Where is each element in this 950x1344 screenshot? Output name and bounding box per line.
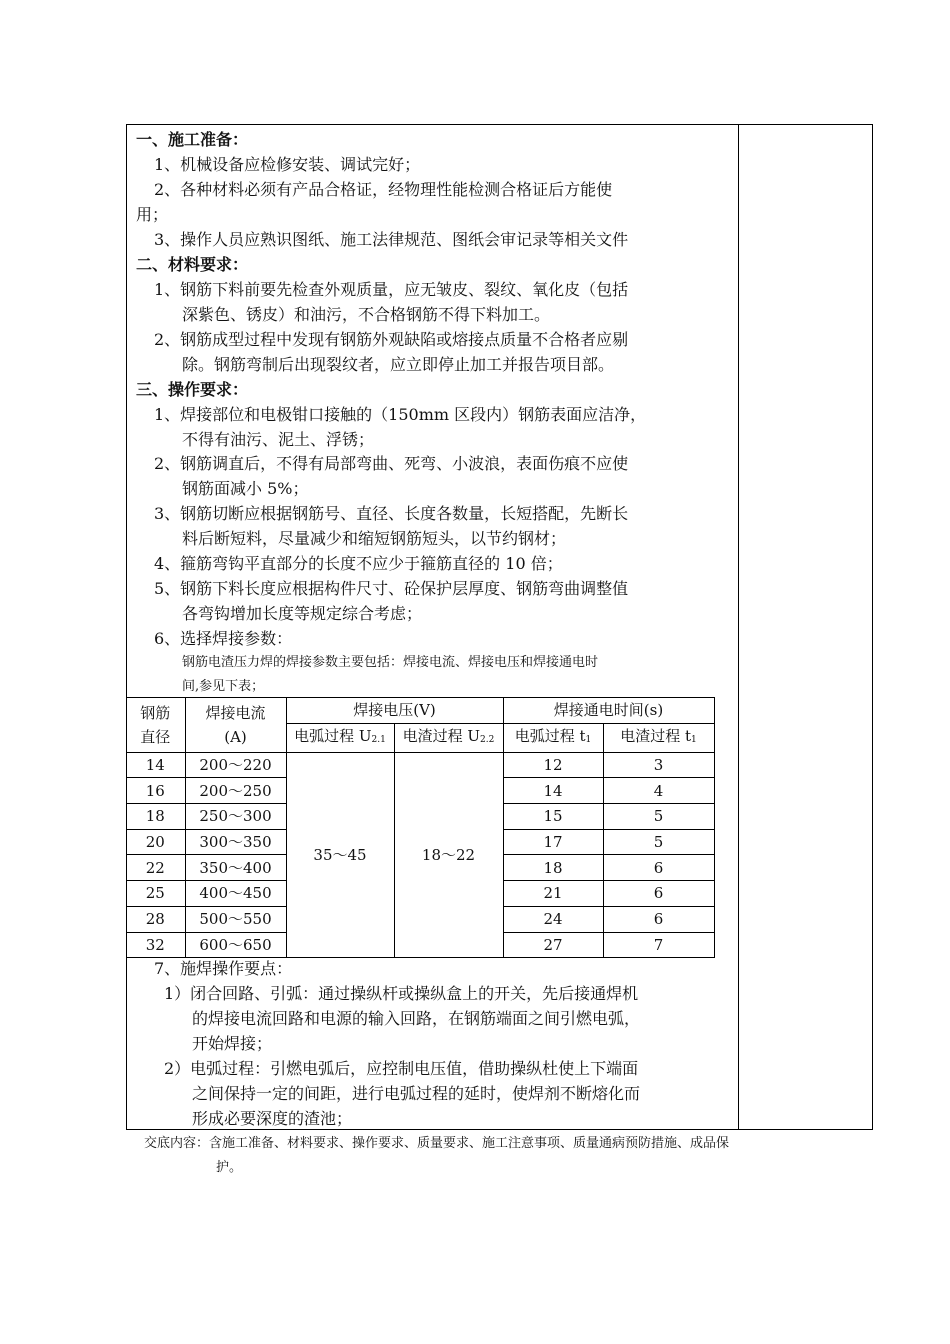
material-item-2: 2、钢筋成型过程中发现有钢筋外观缺陷或熔接点质量不合格者应剔: [154, 330, 629, 349]
operation-item-2: 2、钢筋调直后，不得有局部弯曲、死弯、小波浪，表面伤痕不应使: [154, 454, 629, 473]
operation-item-7: 7、施焊操作要点：: [154, 959, 293, 978]
table-row: 14 200～220 35～45 18～22 12 3: [126, 752, 714, 778]
material-item-2-cont: 除。钢筋弯制后出现裂纹者，应立即停止加工并报告项目部。: [182, 355, 615, 374]
operation-item-5-cont: 各弯钩增加长度等规定综合考虑；: [182, 604, 423, 623]
table-row: 28 500～550 24 6: [126, 906, 714, 932]
welding-step-1: 1）闭合回路、引弧：通过操纵杆或操纵盒上的开关，先后接通焊机: [164, 984, 639, 1003]
welding-parameter-table: [126, 697, 715, 958]
column-divider: [738, 124, 739, 1130]
prep-item-2: 2、各种材料必须有产品合格证，经物理性能检测合格证后方能使: [154, 180, 613, 199]
table-row: 16 200～250 14 4: [126, 778, 714, 804]
header-current: 焊接电流 (A): [185, 698, 286, 753]
table-row: 20 300～350 17 5: [126, 829, 714, 855]
welding-step-1-cont2: 开始焊接；: [192, 1034, 273, 1053]
operation-item-4: 4、箍筋弯钩平直部分的长度不应少于箍筋直径的 10 倍；: [154, 554, 563, 573]
operation-item-6-desc-cont: 间,参见下表；: [182, 679, 265, 694]
header-slag-time: 电渣过程 $t_1$: [603, 723, 714, 752]
header-arc-time: 电弧过程 $t_1$: [503, 723, 603, 752]
table-row: 32 600～650 27 7: [126, 932, 714, 958]
operation-item-1: 1、焊接部位和电极钳口接触的（150mm 区段内）钢筋表面应洁净，: [154, 405, 647, 424]
table-row: 22 350～400 18 6: [126, 855, 714, 881]
material-item-1-cont: 深紫色、锈皮）和油污，不合格钢筋不得下料加工。: [182, 305, 551, 324]
operation-item-2-cont: 钢筋面减小 5%；: [182, 479, 309, 498]
section-material-title: 二、材料要求：: [136, 255, 249, 274]
footnote: 交底内容：含施工准备、材料要求、操作要求、质量要求、施工注意事项、质量通病预防措施、成品保: [144, 1136, 730, 1151]
header-diameter: 钢筋 直径: [126, 698, 185, 753]
prep-item-1: 1、机械设备应检修安装、调试完好；: [154, 155, 421, 174]
table-row: 25 400～450 21 6: [126, 881, 714, 907]
prep-item-3: 3、操作人员应熟识图纸、施工法律规范、图纸会审记录等相关文件: [154, 230, 629, 249]
prep-item-2-cont: 用；: [136, 205, 169, 224]
welding-step-1-cont: 的焊接电流回路和电源的输入回路，在钢筋端面之间引燃电弧，: [192, 1009, 641, 1028]
welding-step-2-cont: 之间保持一定的间距，进行电弧过程的延时，使焊剂不断熔化而: [192, 1084, 641, 1103]
header-time: 焊接通电时间(s): [503, 698, 714, 724]
operation-item-6: 6、选择焊接参数：: [154, 629, 293, 648]
slag-voltage-value: 18～22: [394, 752, 503, 958]
material-item-1: 1、钢筋下料前要先检查外观质量，应无皱皮、裂纹、氧化皮（包括: [154, 280, 629, 299]
section-operation-title: 三、操作要求：: [136, 380, 249, 399]
operation-item-6-desc: 钢筋电渣压力焊的焊接参数主要包括：焊接电流、焊接电压和焊接通电时: [182, 655, 599, 670]
welding-step-2-cont2: 形成必要深度的渣池；: [192, 1109, 353, 1128]
section-prep-title: 一、施工准备：: [136, 130, 249, 149]
operation-item-1-cont: 不得有油污、泥土、浮锈；: [182, 430, 375, 449]
header-arc-voltage: 电弧过程 $U_{2.1}$: [286, 723, 394, 752]
operation-item-5: 5、钢筋下料长度应根据构件尺寸、砼保护层厚度、钢筋弯曲调整值: [154, 579, 629, 598]
header-voltage: 焊接电压(V): [286, 698, 503, 724]
operation-item-3-cont: 料后断短料，尽量减少和缩短钢筋短头，以节约钢材；: [182, 529, 567, 548]
footnote-cont: 护。: [216, 1160, 243, 1175]
table-row: 18 250～300 15 5: [126, 804, 714, 830]
arc-voltage-value: 35～45: [286, 752, 394, 958]
header-slag-voltage: 电渣过程 $U_{2.2}$: [394, 723, 503, 752]
welding-step-2: 2）电弧过程：引燃电弧后，应控制电压值，借助操纵杜使上下端面: [164, 1059, 639, 1078]
operation-item-3: 3、钢筋切断应根据钢筋号、直径、长度各数量，长短搭配，先断长: [154, 504, 629, 523]
